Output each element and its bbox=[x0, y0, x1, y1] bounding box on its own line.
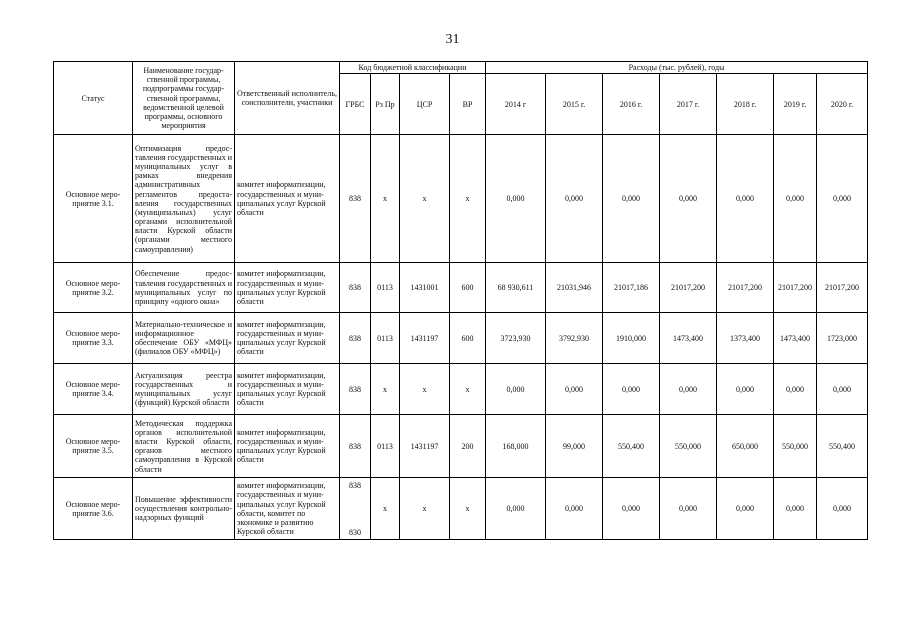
row-grbs: 838 bbox=[349, 480, 361, 490]
row-value-2020: 0,000 bbox=[817, 135, 868, 263]
row-value-2020: 1723,000 bbox=[817, 313, 868, 364]
row-status: Основное мероприятие 3.4. bbox=[54, 364, 133, 415]
row-value-2015: 3792,930 bbox=[546, 313, 603, 364]
row-csr: 1431001 bbox=[400, 263, 450, 313]
row-rzpr: 0113 bbox=[371, 263, 400, 313]
header-year-2019: 2019 г. bbox=[774, 74, 817, 135]
row-value-2015: 0,000 bbox=[546, 478, 603, 540]
row-vr: x bbox=[450, 364, 486, 415]
row-value-2016: 0,000 bbox=[603, 478, 660, 540]
row-value-2016: 550,400 bbox=[603, 415, 660, 478]
row-responsible: комитет информатизации, государственных и муниципальных услуг Курской области bbox=[235, 415, 340, 478]
row-vr: 600 bbox=[450, 263, 486, 313]
row-rzpr: x bbox=[371, 364, 400, 415]
row-value-2014: 168,000 bbox=[486, 415, 546, 478]
header-expenses: Расходы (тыс. рублей), годы bbox=[486, 62, 868, 74]
row-name: Повышение эффективности осуществления контрольно-надзорных функций bbox=[133, 478, 235, 540]
row-csr: x bbox=[400, 364, 450, 415]
row-value-2019: 0,000 bbox=[774, 478, 817, 540]
row-value-2015: 0,000 bbox=[546, 364, 603, 415]
row-responsible: комитет информатизации, государственных и муниципальных услуг Курской области bbox=[235, 313, 340, 364]
row-value-2018: 0,000 bbox=[717, 364, 774, 415]
row-vr: 600 bbox=[450, 313, 486, 364]
row-vr: 200 bbox=[450, 415, 486, 478]
row-csr: 1431197 bbox=[400, 415, 450, 478]
row-name: Оптимизация предоставления государственных и муниципальных услуг в рамках внедрения административных регламентов предоставления государственных (муниципальных) услуг органами исполнительной власти Курской области (органами местного самоуправления) bbox=[133, 135, 235, 263]
header-grbs: ГРБС bbox=[340, 74, 371, 135]
row-value-2020: 0,000 bbox=[817, 364, 868, 415]
header-rzpr: Рз Пр bbox=[371, 74, 400, 135]
row-value-2018: 21017,200 bbox=[717, 263, 774, 313]
row-grbs: 838 bbox=[340, 364, 371, 415]
header-status: Статус bbox=[54, 62, 133, 135]
row-value-2015: 0,000 bbox=[546, 135, 603, 263]
row-name: Обеспечение предоставления государственных и муниципальных услуг по принципу «одного окна» bbox=[133, 263, 235, 313]
row-value-2019: 0,000 bbox=[774, 364, 817, 415]
row-vr: x bbox=[450, 478, 486, 540]
header-year-2014: 2014 г bbox=[486, 74, 546, 135]
row-status: Основное мероприятие 3.5. bbox=[54, 415, 133, 478]
row-grbs: 838 bbox=[340, 313, 371, 364]
row-responsible: комитет информатизации, государственных и муниципальных услуг Курской области bbox=[235, 263, 340, 313]
row-value-2017: 21017,200 bbox=[660, 263, 717, 313]
header-vr: ВР bbox=[450, 74, 486, 135]
row-value-2017: 1473,400 bbox=[660, 313, 717, 364]
row-grbs: 838 bbox=[340, 263, 371, 313]
row-value-2020: 21017,200 bbox=[817, 263, 868, 313]
table-row bbox=[54, 313, 868, 364]
header-budget-code: Код бюджетной классификации bbox=[340, 62, 486, 74]
row-value-2020: 550,400 bbox=[817, 415, 868, 478]
row-value-2014: 3723,930 bbox=[486, 313, 546, 364]
row-value-2017: 550,000 bbox=[660, 415, 717, 478]
header-year-2020: 2020 г. bbox=[817, 74, 868, 135]
row-value-2014: 0,000 bbox=[486, 364, 546, 415]
row-value-2018: 0,000 bbox=[717, 478, 774, 540]
row-value-2020: 0,000 bbox=[817, 478, 868, 540]
row-rzpr: 0113 bbox=[371, 415, 400, 478]
row-value-2016: 21017,186 bbox=[603, 263, 660, 313]
row-value-2014: 0,000 bbox=[486, 478, 546, 540]
table-row bbox=[54, 364, 868, 415]
row-value-2017: 0,000 bbox=[660, 478, 717, 540]
row-csr: x bbox=[400, 478, 450, 540]
row-csr: x bbox=[400, 135, 450, 263]
header-csr: ЦСР bbox=[400, 74, 450, 135]
row-value-2019: 1473,400 bbox=[774, 313, 817, 364]
row-status: Основное мероприятие 3.1. bbox=[54, 135, 133, 263]
table-row bbox=[54, 263, 868, 313]
page-number: 31 bbox=[445, 32, 460, 47]
row-responsible: комитет информатизации, государственных и муниципальных услуг Курской области, комитет по экономике и развитию Курской области bbox=[235, 478, 340, 540]
row-value-2018: 0,000 bbox=[717, 135, 774, 263]
row-responsible: комитет информатизации, государственных и муниципальных услуг Курской области bbox=[235, 364, 340, 415]
row-value-2014: 0,000 bbox=[486, 135, 546, 263]
row-responsible: комитет информатизации, государственных и муниципальных услуг Курской области bbox=[235, 135, 340, 263]
table-row bbox=[54, 478, 868, 540]
row-status: Основное мероприятие 3.6. bbox=[54, 478, 133, 540]
budget-table bbox=[53, 61, 868, 540]
row-status: Основное мероприятие 3.3. bbox=[54, 313, 133, 364]
row-csr: 1431197 bbox=[400, 313, 450, 364]
row-value-2016: 1910,000 bbox=[603, 313, 660, 364]
table-row bbox=[54, 135, 868, 263]
row-value-2019: 21017,200 bbox=[774, 263, 817, 313]
row-rzpr: 0113 bbox=[371, 313, 400, 364]
header-year-2017: 2017 г. bbox=[660, 74, 717, 135]
row-value-2019: 550,000 bbox=[774, 415, 817, 478]
row-rzpr: x bbox=[371, 135, 400, 263]
row-grbs: 838 bbox=[340, 415, 371, 478]
row-value-2018: 1373,400 bbox=[717, 313, 774, 364]
header-year-2018: 2018 г. bbox=[717, 74, 774, 135]
row-value-2019: 0,000 bbox=[774, 135, 817, 263]
header-year-2015: 2015 г. bbox=[546, 74, 603, 135]
row-value-2017: 0,000 bbox=[660, 135, 717, 263]
row-value-2015: 99,000 bbox=[546, 415, 603, 478]
row-value-2014: 68 930,611 bbox=[486, 263, 546, 313]
table-row bbox=[54, 415, 868, 478]
row-value-2016: 0,000 bbox=[603, 135, 660, 263]
row-status: Основное мероприятие 3.2. bbox=[54, 263, 133, 313]
row-value-2018: 650,000 bbox=[717, 415, 774, 478]
row-value-2016: 0,000 bbox=[603, 364, 660, 415]
row-rzpr: x bbox=[371, 478, 400, 540]
row-name: Актуализация реестра государственных и муниципальных услуг (функций) Курской области bbox=[133, 364, 235, 415]
row-name: Материально-техническое и информационное обеспечение ОБУ «МФЦ» (филиалов ОБУ «МФЦ») bbox=[133, 313, 235, 364]
row-name: Методическая поддержка органов исполнительной власти Курской области, органов местного самоуправления в Курской области bbox=[133, 415, 235, 478]
row-grbs-second: 830 bbox=[349, 527, 361, 537]
row-value-2017: 0,000 bbox=[660, 364, 717, 415]
header-year-2016: 2016 г. bbox=[603, 74, 660, 135]
row-grbs-cell bbox=[340, 478, 371, 540]
header-responsible: Ответственный исполнитель, соисполнители, участники bbox=[235, 62, 340, 135]
header-name: Наименование государственной программы, подпрограммы государственной программы, ведомственной целевой программы, основного мероприятия bbox=[133, 62, 235, 135]
row-value-2015: 21031,946 bbox=[546, 263, 603, 313]
row-vr: x bbox=[450, 135, 486, 263]
row-grbs: 838 bbox=[340, 135, 371, 263]
